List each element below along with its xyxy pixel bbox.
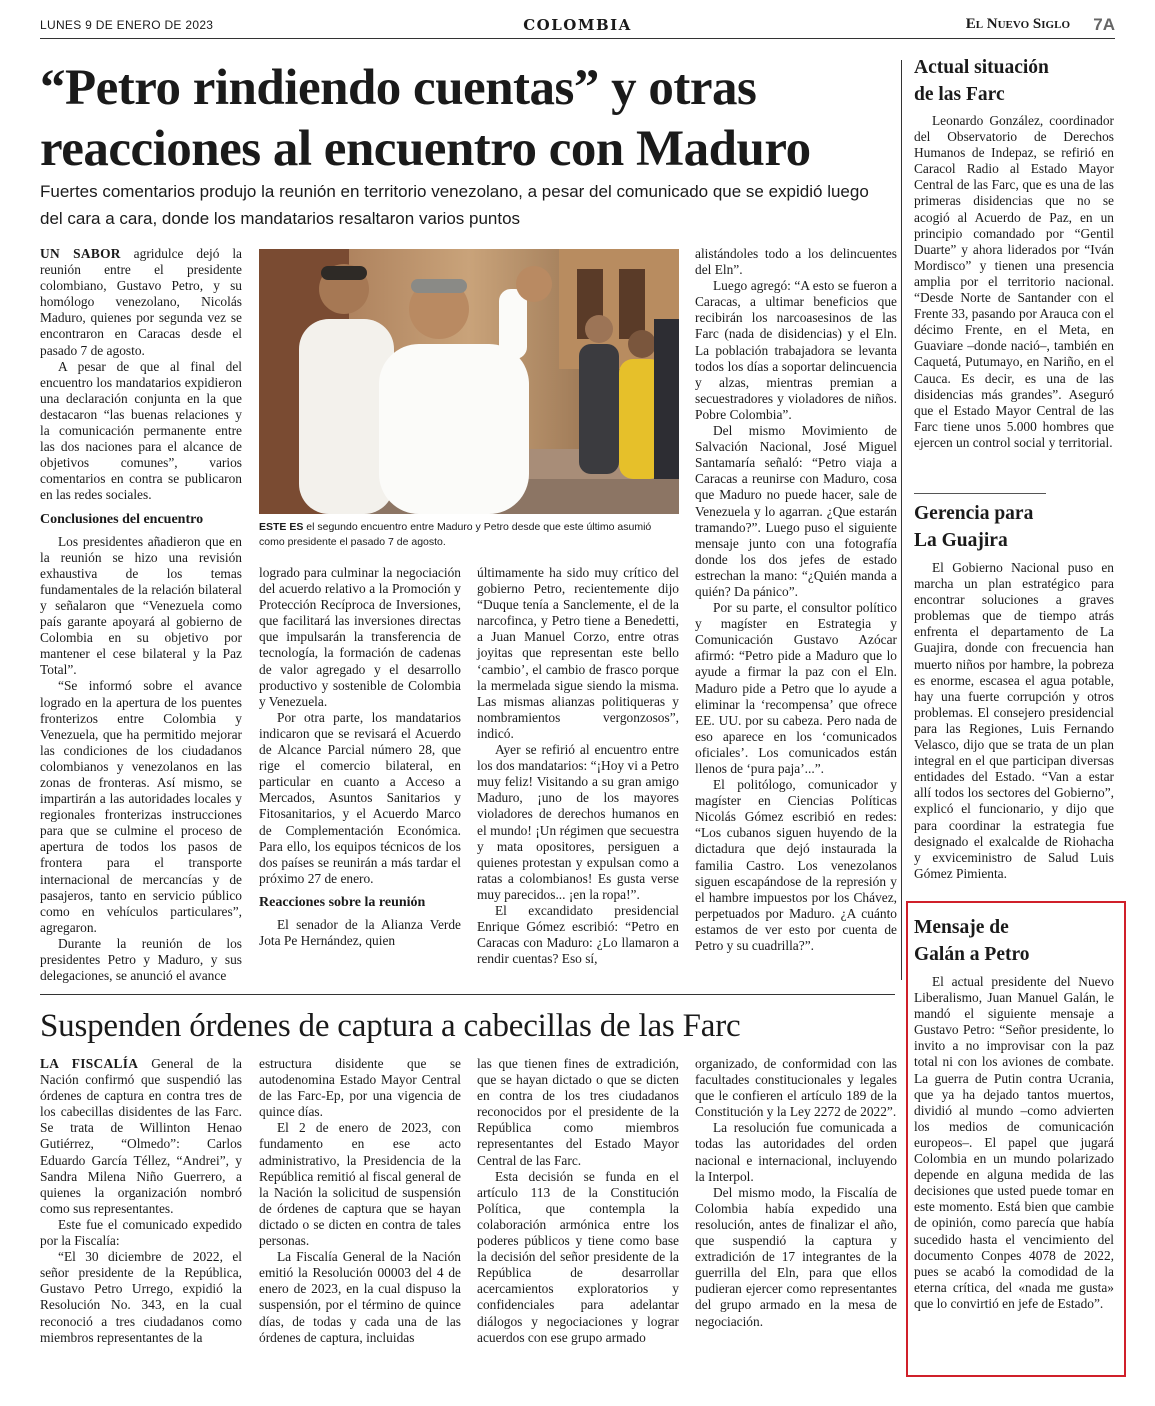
main-column-4 [695,246,897,954]
paragraph: Luego agregó: “A esto se fueron a Caracas, a ultimar beneficios que recibirán los narcoasesinos de las Farc (nada de disidencias) y el Eln. La población trabajadora se levanta todos los días a soportar delincuencia y alzas, mientras premian a secuestradores y violadores de niños. Pobre Colombia”. [695,278,897,422]
headline-line-1: “Petro rindiendo cuentas” y otras [40,60,757,116]
main-headline [40,58,885,180]
paragraph: El 2 de enero de 2023, con fundamento en ese acto administrativo, la Presidencia de la República remitió al fiscal general de la Nación la solicitud de suspensión de órdenes de captura que se hayan dictado o se dicten en contra de tales personas. [259,1120,461,1249]
lead-word: UN SABOR [40,246,121,261]
sidebar-title-guajira [914,500,1033,554]
lead-paragraph [40,1056,242,1217]
paragraph: Este fue el comunicado expedido por la Fiscalía: [40,1216,242,1249]
paragraph: organizado, de conformidad con las facultades constitucionales y legales que le confieren el artículo 189 de la Constitución y la Ley 2272 de 2022”. [695,1056,897,1120]
newspaper-name: El Nuevo Siglo [965,16,1070,32]
subhead-conclusiones: Conclusiones del encuentro [40,511,204,527]
paragraph: Por su parte, el consultor político y magíster en Estrategia y Comunicación Gustavo Azócar afirmó: “Petro pide a Maduro que lo ayude a firmar la paz con el Eln. Maduro pide a Petro que lo ayude a eliminar la ‘recompensa’ que ofrece EE. UU. por su cabeza. Pero nada de eso aparece en los ‘comunicados oficiales’. Los comunicados están llenos de ‘pura paja’...”. [695,600,897,776]
paragraph: logrado para culminar la negociación del acuerdo relativo a la Promoción y Protección Recíproca de Inversiones, que facilitará las inversiones directas que impulsarán la transferencia de tecnología, la formación de cadenas de valor agregado y el desarrollo productivo y sostenible de Colombia y Venezuela. [259,565,461,709]
paragraph: “El 30 diciembre de 2022, el señor presidente de la República, Gustavo Petro Urrego, expidió la Resolución No. 343, en la cual reconoció a tres ciudadanos como miembros representantes de la [40,1249,242,1345]
paragraph: El politólogo, comunicador y magíster en Ciencias Políticas Nicolás Gómez escribió en redes: “Los cubanos siguen huyendo de la dictadura que dejó instaurada la familia Castro. Los venezolanos siguen escapándose de la represión y el hambre impuestos por los Chávez, perpetuados por Maduro. ¿A cuánto estamos de ver esto por cuenta de Petro y su cuadrilla?”. [695,777,897,954]
title-line: Mensaje de [914,917,1009,938]
second-column-4 [695,1056,897,1330]
photo-illustration [259,249,679,514]
paragraph: La resolución fue comunicada a todas las autoridades del orden nacional e internacional, incluyendo la Interpol. [695,1120,897,1184]
paragraph: El Gobierno Nacional puso en marcha un plan estratégico para encontrar soluciones a graves problemas que de tiempo atrás enfrenta el departamento de La Guajira, donde con frecuencia han muerto niños por hambre, la pobreza es enorme, escasea el agua potable, hay una fuerte corrupción y otros problemas. El consejero presidencial para las Regiones, Luis Fernando Velasco, dijo que se trata de un plan integral en el que participan diversas entidades del Estado. “Van a estar allí todos los sectores del Gobierno”, explicó el funcionario, y dijo que para coordinar la estrategia fue designado el exalcalde de Riohacha y exviceministro de Salud Luis Gómez Pimienta. [914,560,1114,881]
lead-text: agridulce dejó la reunión entre el presidente colombiano, Gustavo Petro, y su homólogo venezolano, Nicolás Maduro, quienes por segunda vez se encontraron en Caracas desde el pasado 7 de agosto. [40,246,242,358]
sidebar-body-galan [914,974,1114,1312]
paragraph: Del mismo Movimiento de Salvación Nacional, José Miguel Santamaría señaló: “Petro viaja a Caracas a reunirse con Maduro, cosa que Maduro no puede hacer, sale de Venezuela y lo agarran. ¿Que estarán tramando?”. Luego puso el siguiente mensaje junto con una fotografía donde los dos jefes de estado estrechan la mano: “¿Quién manda a quién? Da pánico”. [695,423,897,599]
lead-text: General de la Nación confirmó que suspendió las órdenes de captura en contra tres de los cabecillas disidentes de las Farc. Se trata de Willinton Henao Gutiérrez, “Olmedo”: Carlos Eduardo García Téllez, “Andrei”, y Sandra Milena Niño Guerrero, a quienes la organización nombró como sus representantes. [40,1056,242,1216]
main-subheadline: Fuertes comentarios produjo la reunión en territorio venezolano, a pesar del comunicado que se expidió luego del cara a cara, donde los mandatarios resaltaron varios puntos [40,182,869,228]
photo-caption [259,520,679,550]
sidebar-title-galan [914,914,1030,968]
paragraph: últimamente ha sido muy crítico del gobierno Petro, recientemente dijo “Duque tenía a Sanclemente, el de la narcofinca, y Petro tiene a Benedetti, a Juan Manuel Corzo, entre otras joyitas que representan este bello ‘cambio’, el cambio de frasco porque la mermelada sigue siendo la misma. Las mismas alianzas politiqueras y nombramientos vergonzosos”, indicó. [477,565,679,741]
paragraph: estructura disidente que se autodenomina Estado Mayor Central de las Farc-Ep, por una vigencia de quince días. [259,1056,461,1120]
paragraph: Del mismo modo, la Fiscalía de Colombia había expedido una resolución, antes de finalizar el año, que suspendió la captura y extradición de 17 integrantes de la guerrilla del Eln, para que ellos pudieran ejercer como representantes del grupo armado en la mesa de negociación. [695,1184,897,1329]
paragraph: Por otra parte, los mandatarios indicaron que se revisará el Acuerdo de Alcance Parcial número 28, que rige el comercio bilateral, en particular en cuanto a Acceso a Mercados, Asuntos Sanitarios y Fitosanitarios, y el Acuerdo Marco de Complementación Económica. Para ello, los equipos técnicos de los dos países se reunirán a más tardar el próximo 27 de enero. [259,709,461,886]
second-column-1 [40,1056,242,1346]
paragraph: El senador de la Alianza Verde Jota Pe Hernández, quien [259,916,461,949]
paragraph: Leonardo González, coordinador del Observatorio de Derechos Humanos de Indepaz, se refirió en Caracol Radio al Estado Mayor Central de las Farc, que es una de las primeras disidencias que no se acogió al Acuerdo de Paz, en un principio comandado por “Gentil Duarte” y ahora liderados por “Iván Mordisco” y tienen una presencia amplia por el territorio nacional. “Desde Norte de Santander con el Frente 33, pasando por Arauca con el décimo Frente, en el Meta, en Guaviare –donde nació–, también en Caquetá, Putumayo, en Nariño, en el Cauca. Es decir, es una de las disidencias más grandes”. Aseguró que el Estado Mayor Central de las Farc tiene unos 5.000 hombres que ejercen un control social y territorial. [914,113,1114,450]
paragraph: Ayer se refirió al encuentro entre los dos mandatarios: “¡Hoy vi a Petro muy feliz! Visitando a su gran amigo Maduro, ¡uno de los mayores violadores de derechos humanos en el mundo! ¡Un régimen que secuestra y mata opositores, persiguen a quienes protestan y expulsan como a ratas a colombianos! Es gusta verse muy parecidos... ¡en la ropa!”. [477,742,679,902]
paragraph: La Fiscalía General de la Nación emitió la Resolución 00003 del 4 de enero de 2023, en la cual dispuso la suspensión, por el término de quince días, de todas y cada una de las órdenes de captura, incluidas [259,1249,461,1345]
sidebar-divider [901,60,902,980]
paragraph: las que tienen fines de extradición, que se hayan dictado o que se dicten en contra de los tres ciudadanos reconocidos por el presidente de la República como miembros representantes del Estado Mayor Central de las Farc. [477,1056,679,1168]
paragraph: “Se informó sobre el avance logrado en la apertura de los puentes fronterizos entre Colombia y Venezuela, que ha permitido mejorar las condiciones de los ciudadanos colombianos y venezolanos en las zonas de fronteras. Así mismo, se impartirán a las autoridades locales y regionales fronterizas instrucciones para que se culmine el proceso de apertura de todos los pasos de frontera para el transporte internacional de mercancías y de pasajeros, tanto en servicio público como en vehículos particulares”, agregaron. [40,678,242,935]
title-line: Galán a Petro [914,944,1030,965]
page-number: 7A [1093,15,1115,34]
title-line: La Guajira [914,530,1008,551]
story-divider [40,994,895,995]
caption-text: el segundo encuentro entre Maduro y Petro desde que este último asumió como presidente el pasado 7 de agosto. [259,521,652,548]
section-name: COLOMBIA [523,16,632,34]
paragraph: alistándoles todo a los delincuentes del Eln”. [695,246,897,278]
sidebar-rule [914,493,1046,494]
sidebar-title-farc [914,54,1049,108]
news-photo [259,249,679,514]
sidebar-body-guajira [914,560,1114,882]
headline-line-2: reacciones al encuentro con Maduro [40,121,811,177]
main-column-3 [477,565,679,967]
paragraph: Los presidentes añadieron que en la reunión se hizo una revisión exhaustiva de los temas fundamentales de la relación bilateral y señalaron que “Venezuela como país garante apoyará al gobierno de Colombia en su objetivo por mantener el cese bilateral y la Paz Total”. [40,533,242,678]
second-headline: Suspenden órdenes de captura a cabecillas de las Farc [40,1008,741,1044]
subhead-reacciones: Reacciones sobre la reunión [259,894,426,910]
paragraph: A pesar de que al final del encuentro los mandatarios expidieron una declaración conjunta en la que destacaron “las buenas relaciones y la comunicación permanente entre las dos naciones para el alcance de objetivos comunes”, varios comentarios en contra se publicaron en las redes sociales. [40,358,242,503]
title-line: Actual situación [914,57,1049,78]
caption-lead: ESTE ES [259,521,304,533]
main-column-2 [259,565,461,949]
paragraph: Esta decisión se funda en el artículo 113 de la Constitución Política, que contempla la colaboración armónica entre los poderes públicos y tiene como base la decisión del señor presidente de la República de desarrollar acercamientos exploratorios y confidenciales para adelantar diálogos y negociaciones y lograr acuerdos con ese grupo armado [477,1168,679,1345]
paragraph: El excandidato presidencial Enrique Gómez escribió: “Petro en Caracas con Maduro: ¿Lo llamaron a rendir cuentas? Eso sí, [477,902,679,967]
second-column-3 [477,1056,679,1346]
paragraph: Durante la reunión de los presidentes Petro y Maduro, y sus delegaciones, se anunció el avance [40,935,242,984]
lead-paragraph [40,246,242,359]
page-header [40,14,1115,39]
issue-date: LUNES 9 DE ENERO DE 2023 [40,18,214,32]
second-column-2 [259,1056,461,1346]
main-column-1 [40,246,242,984]
paragraph: El actual presidente del Nuevo Liberalismo, Juan Manuel Galán, le mandó el siguiente mensaje a Gustavo Petro: “Señor presidente, lo invito a no improvisar con la paz total ni con los aviones de combate. La guerra de Putin contra Ucrania, que ya ha dejado tantos muertos, dividió al mundo –como advierten los medios de comunicación europeos–. El papel que jugará Colombia en un mundo polarizado depende en alguna medida de las decisiones que usted puede tomar en este momento. Está bien que cambie de opinión, como parecía que había sucedido hasta el vencimiento del documento Conpes 4078 de 2022, pues se acabó la comodidad de la eterna crítica, del «nada me gusta» que lo convirtió en jefe de Estado”. [914,974,1114,1311]
lead-word: LA FISCALÍA [40,1056,139,1071]
title-line: de las Farc [914,84,1005,105]
sidebar-body-farc [914,113,1114,451]
title-line: Gerencia para [914,503,1034,524]
